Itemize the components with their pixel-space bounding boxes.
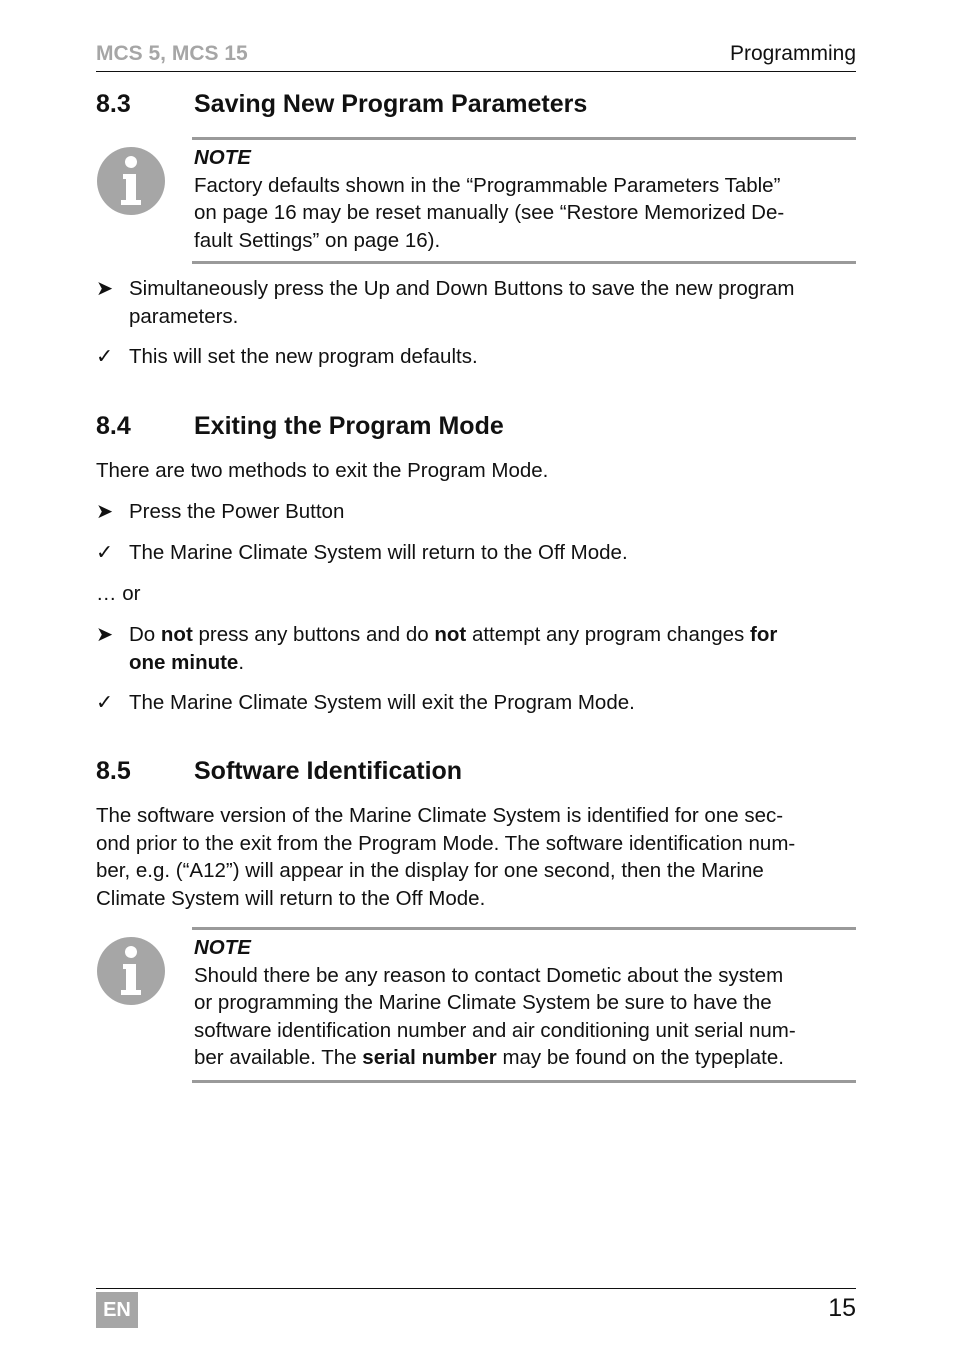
arrow-icon: ➤ <box>96 277 114 300</box>
paragraph-line: ber, e.g. (“A12”) will appear in the display for one second, then the Marine <box>96 859 764 882</box>
emphasis: not <box>434 623 467 646</box>
result-text: The Marine Climate System will return to the Off Mode. <box>129 541 628 564</box>
note-line: fault Settings” on page 16). <box>194 228 441 252</box>
arrow-icon: ➤ <box>96 500 114 523</box>
paragraph-line: Climate System will return to the Off Mode. <box>96 886 486 910</box>
result-text: The Marine Climate System will exit the Program Mode. <box>129 691 635 714</box>
emphasis: not <box>160 623 193 646</box>
note-line: software identification number and air conditioning unit serial num- <box>194 1018 796 1042</box>
result-item <box>96 689 856 717</box>
paragraph-line: ond prior to the exit from the Program Mode. The software identification num- <box>96 831 796 855</box>
arrow-icon: ➤ <box>96 623 114 646</box>
emphasis: one minute <box>129 650 239 674</box>
action-step <box>96 275 856 330</box>
section-title: Software Identification <box>194 757 463 785</box>
result-text: This will set the new program defaults. <box>129 345 478 368</box>
note-text <box>192 962 856 1072</box>
checkmark-icon: ✓ <box>96 691 114 714</box>
header-section: Programming <box>729 42 856 65</box>
header-rule <box>96 71 856 72</box>
emphasis: serial number <box>362 1046 497 1069</box>
emphasis: for <box>750 623 778 646</box>
action-step <box>96 498 856 526</box>
body-paragraph <box>96 802 856 912</box>
action-step <box>96 621 856 676</box>
checkmark-icon: ✓ <box>96 541 114 564</box>
info-icon <box>96 146 166 216</box>
page-number: 15 <box>828 1294 856 1322</box>
note-box <box>192 927 856 1083</box>
result-item <box>96 539 856 567</box>
section-number: 8.3 <box>96 90 131 118</box>
step-line: parameters. <box>129 304 239 328</box>
section-number: 8.5 <box>96 757 131 785</box>
step-text: . <box>238 650 245 674</box>
info-icon <box>96 936 166 1006</box>
intro-text: There are two methods to exit the Program Mode. <box>96 459 549 482</box>
note-label: NOTE <box>194 936 251 959</box>
note-text-part: may be found on the typeplate. <box>496 1046 784 1069</box>
note-box <box>192 137 856 264</box>
or-text: … or <box>96 582 141 605</box>
step-text: attempt any program changes <box>466 623 751 646</box>
header-product: MCS 5, MCS 15 <box>96 42 248 65</box>
note-line: Should there be any reason to contact Dometic about the system <box>194 963 784 987</box>
step-text: press any buttons and do <box>192 623 435 646</box>
checkmark-icon: ✓ <box>96 345 114 368</box>
section-title: Exiting the Program Mode <box>194 412 504 440</box>
note-line: Factory defaults shown in the “Programmable Parameters Table” <box>194 173 781 197</box>
note-line: or programming the Marine Climate System be sure to have the <box>194 991 772 1014</box>
note-line: on page 16 may be reset manually (see “Restore Memorized De- <box>194 201 785 224</box>
note-text-part: ber available. The <box>194 1046 363 1069</box>
result-item <box>96 343 856 371</box>
language-badge: EN <box>96 1292 138 1328</box>
section-title: Saving New Program Parameters <box>194 90 588 118</box>
step-text: Do <box>129 623 161 646</box>
paragraph-line: The software version of the Marine Climate System is identified for one sec- <box>96 804 784 827</box>
footer-rule <box>96 1288 856 1289</box>
note-label: NOTE <box>194 146 251 169</box>
step-text: Press the Power Button <box>129 500 345 523</box>
note-text <box>192 172 856 255</box>
step-line: Simultaneously press the Up and Down Buttons to save the new program <box>129 277 795 300</box>
section-number: 8.4 <box>96 412 131 440</box>
